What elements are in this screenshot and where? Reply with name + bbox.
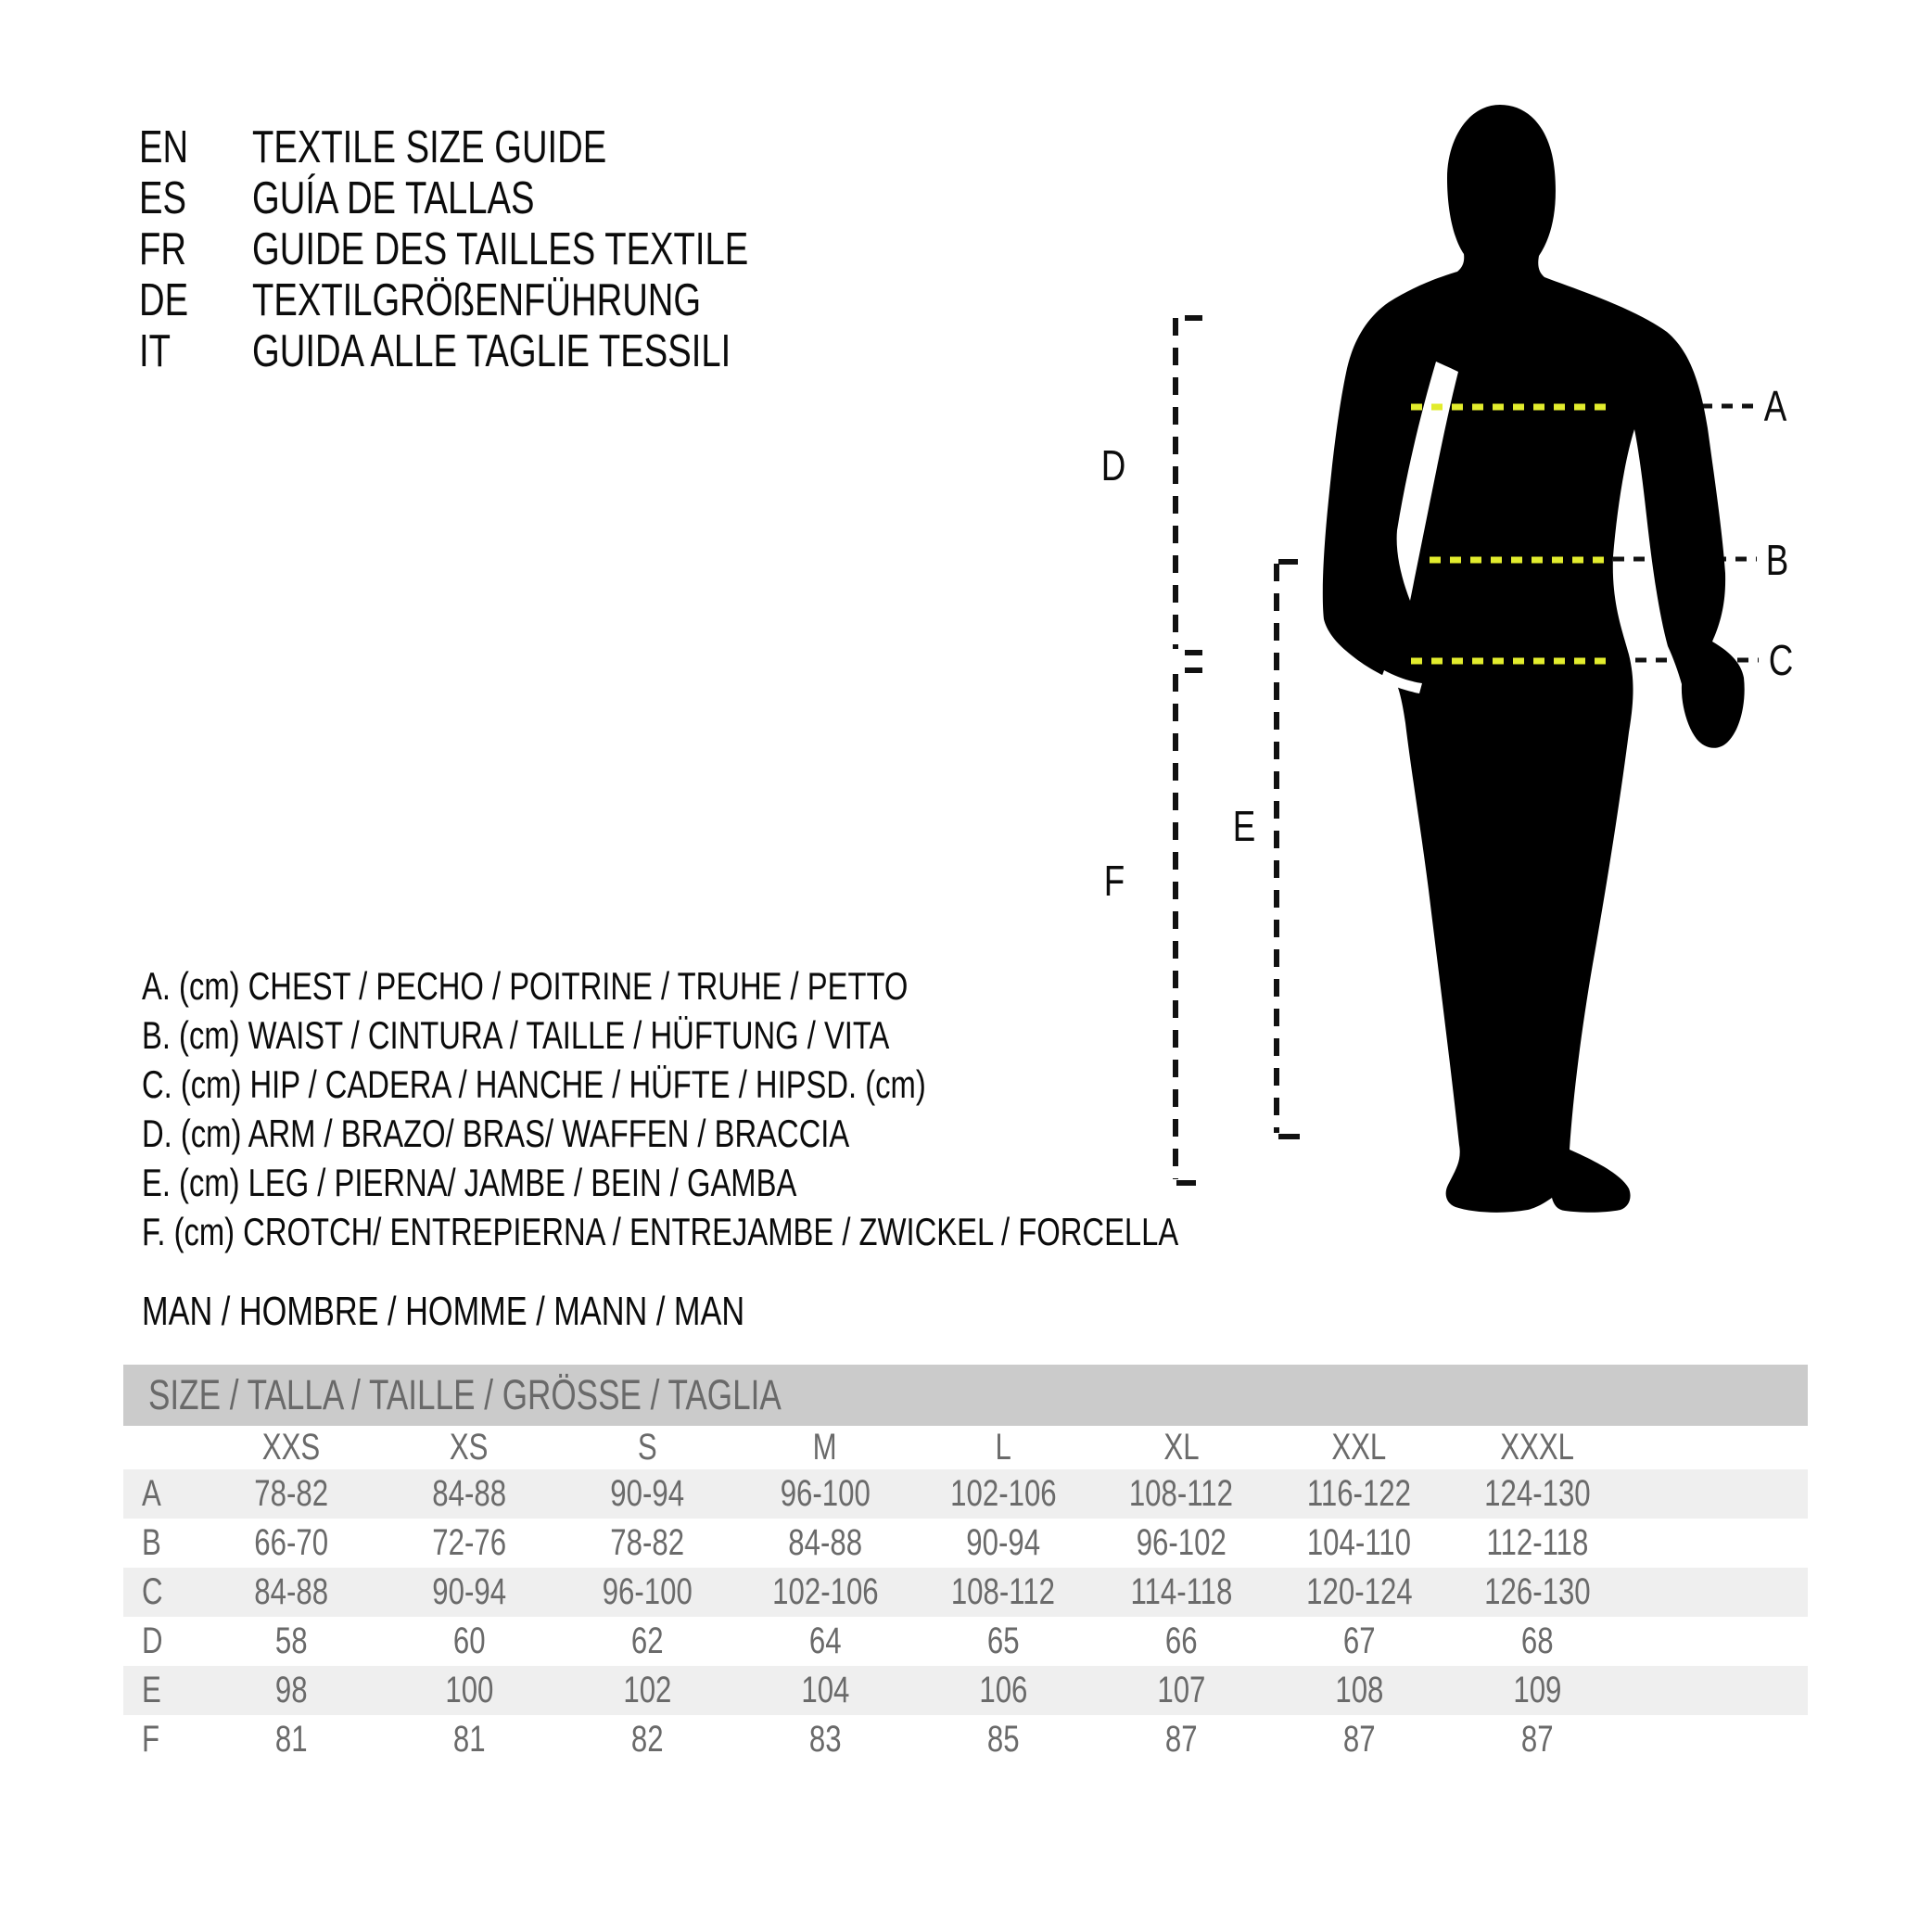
size-value-cell [914, 1621, 1092, 1662]
size-value-text: 106 [978, 1670, 1028, 1710]
language-title-row [139, 172, 888, 223]
language-code [139, 223, 252, 275]
size-value-cell [380, 1670, 558, 1711]
size-value-cell [914, 1522, 1092, 1564]
size-value-cell [1270, 1719, 1448, 1760]
size-value-text: 82 [630, 1719, 664, 1760]
size-value-cell [736, 1621, 914, 1662]
size-table-title-bar [123, 1365, 1808, 1426]
size-table [123, 1365, 1808, 1764]
size-value-cell [202, 1522, 380, 1564]
size-value-text: 65 [986, 1621, 1020, 1661]
size-value-cell [1270, 1571, 1448, 1613]
size-value-cell [1448, 1670, 1626, 1711]
language-code [139, 172, 252, 224]
size-value-cell [202, 1571, 380, 1613]
measure-label-f: F [1103, 857, 1125, 905]
size-value-cell [558, 1670, 736, 1711]
size-column-header-text: XXXL [1500, 1427, 1574, 1468]
size-value-text: 126-130 [1483, 1571, 1591, 1612]
size-value-text: 96-100 [602, 1571, 693, 1612]
measurement-legend [142, 961, 1471, 1256]
size-table-row [123, 1568, 1808, 1617]
guide-title-text: GUIDA ALLE TAGLIE TESSILI [252, 325, 731, 376]
size-value-cell [1092, 1670, 1270, 1711]
legend-item-text: A. (cm) CHEST / PECHO / POITRINE / TRUHE / PETTO [142, 963, 909, 1008]
legend-item [142, 1207, 1471, 1256]
size-value-text: 100 [444, 1670, 494, 1710]
size-value-cell [1448, 1473, 1626, 1515]
size-value-text: 116-122 [1306, 1473, 1412, 1514]
language-title-list [139, 121, 888, 376]
size-value-text: 84-88 [254, 1571, 328, 1612]
row-label-text: F [142, 1719, 160, 1760]
row-label [123, 1719, 202, 1760]
guide-title-text: GUÍA DE TALLAS [252, 172, 535, 223]
size-value-cell [736, 1670, 914, 1711]
size-value-text: 68 [1520, 1621, 1554, 1661]
size-value-text: 81 [274, 1719, 308, 1760]
guide-title [252, 121, 706, 173]
size-value-text: 114-118 [1130, 1571, 1232, 1612]
size-column-header [736, 1427, 914, 1468]
size-table-row [123, 1666, 1808, 1715]
size-value-text: 104-110 [1306, 1522, 1412, 1563]
size-value-text: 78-82 [254, 1473, 328, 1514]
size-table-row [123, 1617, 1808, 1666]
size-column-header [1270, 1427, 1448, 1468]
size-value-text: 72-76 [432, 1522, 506, 1563]
size-value-text: 87 [1342, 1719, 1376, 1760]
size-value-cell [1448, 1522, 1626, 1564]
size-value-cell [1092, 1473, 1270, 1515]
size-value-text: 120-124 [1305, 1571, 1413, 1612]
size-value-text: 81 [452, 1719, 486, 1760]
language-code [139, 274, 252, 326]
size-value-cell [380, 1473, 558, 1515]
size-value-cell [1092, 1522, 1270, 1564]
row-label [123, 1621, 202, 1662]
size-value-cell [736, 1719, 914, 1760]
legend-item-text: C. (cm) HIP / CADERA / HANCHE / HÜFTE / HIPSD. (cm) [142, 1061, 926, 1106]
size-value-cell [380, 1571, 558, 1613]
size-value-text: 87 [1164, 1719, 1198, 1760]
size-value-text: 87 [1520, 1719, 1554, 1760]
row-label-text: E [142, 1670, 161, 1710]
row-label [123, 1571, 202, 1613]
size-column-header-text: XXL [1331, 1427, 1387, 1468]
size-value-cell [380, 1522, 558, 1564]
legend-item [142, 1158, 1471, 1207]
size-value-text: 104 [800, 1670, 850, 1710]
size-value-cell [558, 1571, 736, 1613]
measure-label-e: E [1232, 802, 1256, 850]
size-value-text: 107 [1156, 1670, 1206, 1710]
guide-title [252, 223, 888, 275]
language-title-row [139, 274, 888, 325]
category-text: MAN / HOMBRE / HOMME / MANN / MAN [142, 1289, 745, 1334]
size-table-header-row [123, 1426, 1808, 1469]
guide-title [252, 325, 866, 377]
language-title-row [139, 121, 888, 172]
language-code [139, 121, 252, 173]
size-value-text: 78-82 [610, 1522, 684, 1563]
size-column-header-text: XL [1163, 1427, 1200, 1468]
language-code [139, 325, 252, 377]
legend-item [142, 1060, 1471, 1109]
size-value-cell [736, 1571, 914, 1613]
size-value-cell [736, 1522, 914, 1564]
size-value-cell [558, 1473, 736, 1515]
legend-item [142, 1010, 1471, 1060]
size-value-cell [202, 1473, 380, 1515]
language-code-text: ES [139, 172, 186, 223]
size-value-text: 102-106 [771, 1571, 879, 1612]
size-value-cell [1092, 1571, 1270, 1613]
size-value-text: 66-70 [254, 1522, 328, 1563]
measure-label-b: B [1765, 536, 1789, 584]
row-label-text: A [142, 1473, 161, 1514]
size-value-text: 124-130 [1483, 1473, 1591, 1514]
size-column-header-text: XS [450, 1427, 489, 1468]
row-label [123, 1473, 202, 1515]
size-value-cell [1270, 1522, 1448, 1564]
size-value-text: 58 [274, 1621, 308, 1661]
guide-title [252, 274, 828, 326]
size-value-text: 102-106 [949, 1473, 1057, 1514]
size-value-text: 96-100 [780, 1473, 871, 1514]
legend-item [142, 1109, 1471, 1158]
language-code-text: EN [139, 121, 189, 172]
size-column-header [1092, 1427, 1270, 1468]
row-label-text: D [142, 1621, 163, 1661]
guide-title-text: GUIDE DES TAILLES TEXTILE [252, 223, 749, 274]
size-value-cell [1448, 1621, 1626, 1662]
size-value-text: 108 [1334, 1670, 1384, 1710]
size-value-cell [914, 1670, 1092, 1711]
size-value-text: 85 [986, 1719, 1020, 1760]
size-value-text: 84-88 [432, 1473, 506, 1514]
size-value-text: 98 [274, 1670, 308, 1710]
size-value-cell [202, 1719, 380, 1760]
row-label-text: C [142, 1571, 163, 1612]
category-line [142, 1289, 915, 1335]
legend-item-text: F. (cm) CROTCH/ ENTREPIERNA / ENTREJAMBE / ZWICKEL / FORCELLA [142, 1209, 1179, 1253]
size-value-text: 67 [1342, 1621, 1376, 1661]
guide-title-text: TEXTILGRÖßENFÜHRUNG [252, 274, 702, 325]
size-value-cell [1270, 1670, 1448, 1711]
size-table-body [123, 1426, 1808, 1764]
size-column-header-text: XXS [261, 1427, 321, 1468]
size-value-text: 96-102 [1136, 1522, 1227, 1563]
measure-label-d: D [1100, 441, 1126, 489]
size-value-cell [914, 1571, 1092, 1613]
size-value-cell [558, 1719, 736, 1760]
size-table-title: SIZE / TALLA / TAILLE / GRÖSSE / TAGLIA [148, 1371, 782, 1418]
size-table-row [123, 1519, 1808, 1568]
size-value-text: 112-118 [1486, 1522, 1588, 1563]
size-value-cell [558, 1621, 736, 1662]
size-value-cell [1092, 1719, 1270, 1760]
legend-item-text: D. (cm) ARM / BRAZO/ BRAS/ WAFFEN / BRACCIA [142, 1111, 850, 1155]
legend-item-text: E. (cm) LEG / PIERNA/ JAMBE / BEIN / GAMBA [142, 1160, 797, 1204]
size-value-cell [1448, 1571, 1626, 1613]
size-column-header [558, 1427, 736, 1468]
guide-title [252, 172, 614, 224]
size-column-header-text: S [637, 1427, 657, 1468]
row-label [123, 1522, 202, 1564]
size-value-text: 84-88 [788, 1522, 862, 1563]
size-value-cell [380, 1621, 558, 1662]
size-value-text: 109 [1512, 1670, 1562, 1710]
size-value-text: 102 [622, 1670, 672, 1710]
size-value-text: 83 [808, 1719, 842, 1760]
size-value-cell [202, 1670, 380, 1711]
size-column-header-text: L [995, 1427, 1011, 1468]
size-table-row [123, 1469, 1808, 1519]
language-code-text: FR [139, 223, 186, 274]
size-column-header [1448, 1427, 1626, 1468]
size-value-text: 60 [452, 1621, 486, 1661]
size-value-cell [558, 1522, 736, 1564]
size-value-text: 64 [808, 1621, 842, 1661]
size-value-text: 90-94 [966, 1522, 1040, 1563]
size-value-cell [1270, 1473, 1448, 1515]
legend-item-text: B. (cm) WAIST / CINTURA / TAILLE / HÜFTUNG / VITA [142, 1012, 890, 1057]
size-value-cell [1270, 1621, 1448, 1662]
language-title-row [139, 325, 888, 376]
size-value-cell [914, 1473, 1092, 1515]
measure-label-c: C [1768, 636, 1794, 684]
measure-label-a: A [1763, 382, 1787, 430]
size-column-header [202, 1427, 380, 1468]
size-value-cell [736, 1473, 914, 1515]
size-value-text: 108-112 [950, 1571, 1056, 1612]
size-column-header-text: M [812, 1427, 837, 1468]
size-value-cell [380, 1719, 558, 1760]
size-value-text: 62 [630, 1621, 664, 1661]
size-value-cell [202, 1621, 380, 1662]
guide-title-text: TEXTILE SIZE GUIDE [252, 121, 607, 172]
size-value-text: 90-94 [432, 1571, 506, 1612]
size-value-text: 108-112 [1128, 1473, 1234, 1514]
size-table-row [123, 1715, 1808, 1764]
language-title-row [139, 223, 888, 274]
size-column-header [914, 1427, 1092, 1468]
size-column-header [380, 1427, 558, 1468]
size-value-cell [1448, 1719, 1626, 1760]
language-code-text: IT [139, 325, 171, 376]
size-value-text: 66 [1164, 1621, 1198, 1661]
row-label [123, 1670, 202, 1711]
row-label-text: B [142, 1522, 161, 1563]
language-code-text: DE [139, 274, 189, 325]
legend-item [142, 961, 1471, 1010]
size-value-cell [1092, 1621, 1270, 1662]
size-value-text: 90-94 [610, 1473, 684, 1514]
size-value-cell [914, 1719, 1092, 1760]
